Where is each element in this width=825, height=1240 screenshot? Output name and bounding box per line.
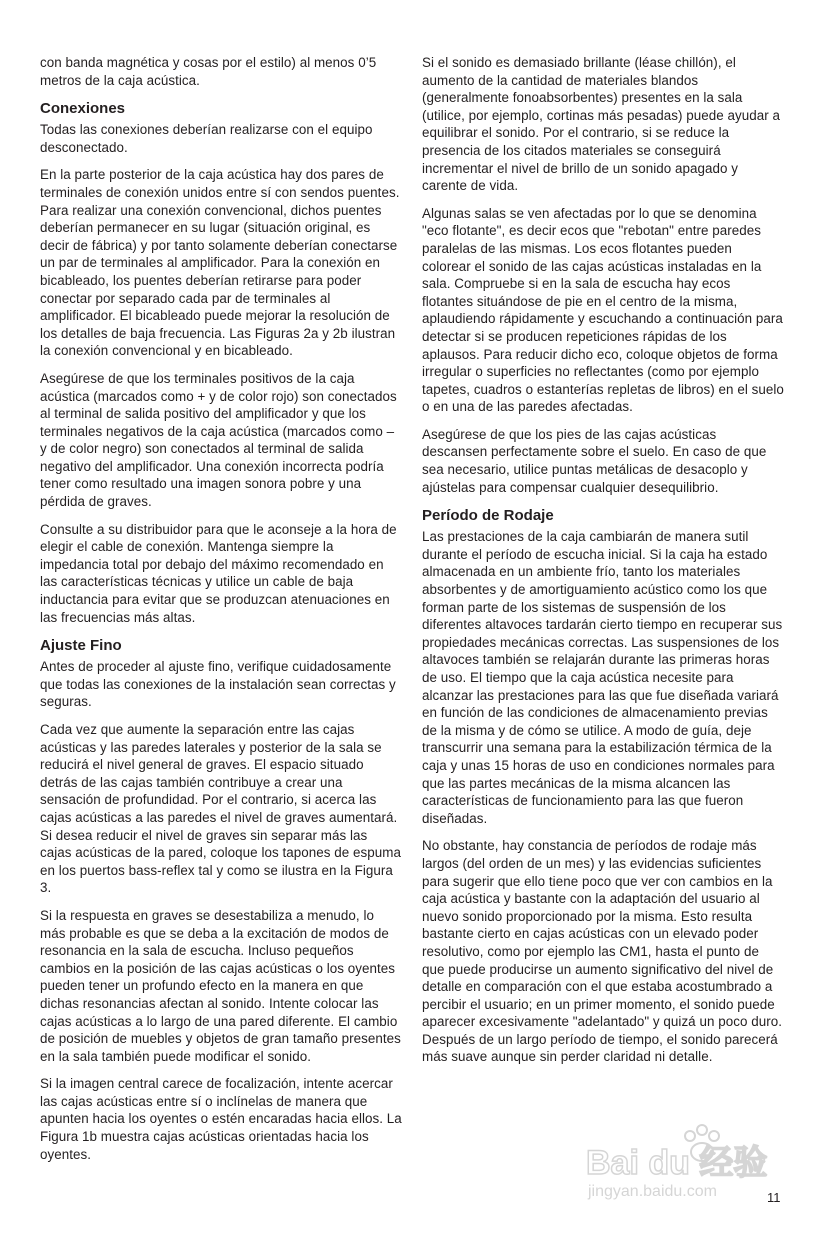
section-heading: Ajuste Fino: [40, 637, 122, 655]
paragraph: Si la respuesta en graves se desestabiliza a menudo, lo más probable es que se deba a la excitación de modos de resonancia en la sala de escucha. Incluso pequeños cambios en la posición de las cajas acústicas o los oyentes pueden tener un profundo efecto en la manera en que dichas resonancias afectan al sonido. Intente colocar las cajas acústicas a lo largo de una pared diferente. El cambio de posición de muebles y objetos de gran tamaño presentes en la sala también puede modificar el sonido.: [40, 907, 401, 1064]
paragraph: Si la imagen central carece de focalización, intente acercar las cajas acústicas entre sí o inclínelas de manera que apunten hacia los oyentes o estén encaradas hacia ellos. La Figura 1b muestra cajas acústicas orientadas hacia los oyentes.: [40, 1076, 402, 1162]
paragraph: Asegúrese de que los pies de las cajas acústicas descansen perfectamente sobre el suelo. En caso de que sea necesario, utilice puntas metálicas de desacoplo y ajústelas para compensar cualquier desequilibrio.: [422, 426, 767, 495]
paragraph: No obstante, hay constancia de períodos de rodaje más largos (del orden de un mes) y las evidencias suficientes para sugerir que ello tiene poco que ver con cambios en la caja acústica y bastante con la adaptación del usuario al nuevo sonido proporcionado por la misma. Esto resulta bastante cierto en cajas acústicas con un elevado poder resolutivo, como por ejemplo las CM1, hasta el punto de que puede producirse un aumento significativo del nivel de detalle en comparación con el que estaba acostumbrado a percibir el usuario; en un primer momento, el sonido puede aparecer excesivamente "adelantado" y quizá un poco duro. Después de un largo período de tiempo, el sonido parecerá más suave aunque sin perder claridad ni detalle.: [422, 838, 782, 1065]
right-column: [422, 54, 784, 1076]
paragraph: Cada vez que aumente la separación entre las cajas acústicas y las paredes laterales y posterior de la sala se reducirá el nivel general de graves. El espacio situado detrás de las cajas también contribuye a crear una sensación de profundidad. Por el contrario, si acerca las cajas acústicas a las paredes el nivel de graves aumentará. Si desea reducir el nivel de graves sin separar más las cajas acústicas de la pared, coloque los tapones de espuma en los puertos bass-reflex tal y como se ilustra en la Figura 3.: [40, 722, 401, 896]
paragraph: Asegúrese de que los terminales positivos de la caja acústica (marcados como + y de color rojo) son conectados al terminal de salida positivo del amplificador y que los terminales negativos de la caja acústica (marcados como – y de color negro) son conectados al terminal de salida negativo del amplificador. Una conexión incorrecta podría tener como resultado una imagen sonora pobre y una pérdida de graves.: [40, 370, 397, 510]
section-heading: Conexiones: [40, 100, 126, 118]
paragraph: Las prestaciones de la caja cambiarán de manera sutil durante el período de escucha inicial. Si la caja ha estado almacenada en un ambiente frío, tanto los materiales absorbentes y de amortiguamiento acústico como los que forman parte de los sistemas de suspensión de los diferentes altavoces tardarán cierto tiempo en recuperar sus propiedades mecánicas correctas. Las suspensiones de los altavoces también se relajarán durante las primeras horas de uso. El tiempo que la caja acústica necesite para alcanzar las prestaciones para las que fue diseñada variará en función de las condiciones de almacenamiento previas de la misma y de cómo se utilice. A modo de guía, deje transcurrir una semana para la estabilización térmica de la caja y unas 15 horas de uso en condiciones normales para que las partes mecánicas de la misma alcancen las características de funcionamiento para las que fueron diseñadas.: [422, 529, 783, 826]
paragraph: En la parte posterior de la caja acústica hay dos pares de terminales de conexión unidos entre sí con sendos puentes. Para realizar una conexión convencional, dichos puentes deberían permanecer en su lugar (situación original, es decir de fábrica) y por tanto solamente deberían conectarse un par de terminales al amplificador. Para la conexión en bicableado, los puentes deberían retirarse para poder conectar por separado cada par de terminales al amplificador. El bicableado puede mejorar la resolución de los detalles de baja frecuencia. Las Figuras 2a y 2b ilustran la conexión convencional y en bicableado.: [40, 167, 400, 359]
paragraph: Consulte a su distribuidor para que le aconseje a la hora de elegir el cable de conexión. Mantenga siempre la impedancia total por debajo del máximo recomendado en las características técnicas y utilice un cable de baja inductancia para evitar que se produzcan atenuaciones en las frecuencias más altas.: [40, 521, 397, 625]
watermark-brand: Bai du 经验: [586, 1144, 768, 1182]
paw-toe-3: [709, 1131, 719, 1141]
paw-toe-2: [697, 1125, 707, 1135]
paragraph: Si el sonido es demasiado brillante (léase chillón), el aumento de la cantidad de materiales blandos (generalmente fonoabsorbentes) presentes en la sala (utilice, por ejemplo, cortinas más pesadas) puede ayudar a equilibrar el sonido. Por el contrario, si se reduce la presencia de los citados materiales se conseguirá incrementar el nivel de brillo de un sonido apagado y carente de vida.: [422, 55, 780, 194]
paragraph: con banda magnética y cosas por el estilo) al menos 0’5 metros de la caja acústica.: [40, 55, 377, 88]
watermark-url: jingyan.baidu.com: [588, 1183, 717, 1200]
paragraph: Antes de proceder al ajuste fino, verifique cuidadosamente que todas las conexiones de la instalación sean correctas y seguras.: [40, 659, 396, 710]
baidu-watermark: [582, 1122, 782, 1202]
paragraph: Todas las conexiones deberían realizarse con el equipo desconectado.: [40, 122, 373, 155]
left-column: [40, 54, 402, 1173]
paragraph: Algunas salas se ven afectadas por lo que se denomina "eco flotante", es decir ecos que "rebotan" entre paredes paralelas de las mismas. Los ecos flotantes pueden colorear el sonido de las cajas acústicas instaladas en la sala. Compruebe si en la sala de escucha hay ecos flotantes situándose de pie en el centro de la misma, aplaudiendo rápidamente y escuchando a continuación para detectar si se producen repeticiones rápidas de los aplausos. Para reducir dicho eco, coloque objetos de forma irregular o superficies no reflectantes (como por ejemplo tapetes, cuadros o estanterías repletas de libros) en el suelo o en una de las paredes afectadas.: [422, 205, 784, 415]
section-heading: Período de Rodaje: [422, 507, 554, 525]
paw-toe-1: [685, 1131, 695, 1141]
page-number: 11: [767, 1190, 781, 1205]
